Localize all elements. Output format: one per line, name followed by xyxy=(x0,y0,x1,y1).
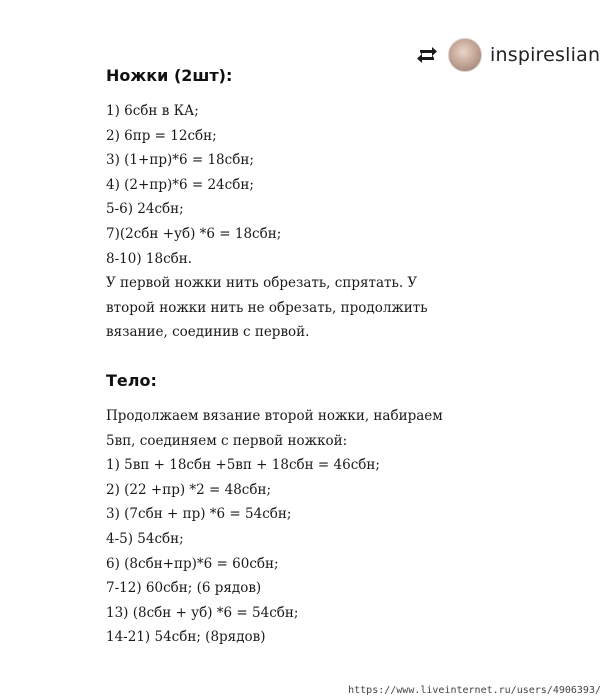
watermark-url: https://www.liveinternet.ru/users/4906393/ xyxy=(348,685,601,696)
body-row: 13) (8сбн + уб) *6 = 54сбн; xyxy=(106,604,299,621)
body-row: 2) (22 +пр) *2 = 48сбн; xyxy=(106,481,272,498)
body-heading: Тело: xyxy=(106,370,157,390)
legs-row: 7)(2сбн +уб) *6 = 18сбн; xyxy=(106,225,282,242)
body-row: 3) (7сбн + пр) *6 = 54сбн; xyxy=(106,506,292,523)
pattern-text xyxy=(106,64,586,650)
legs-row: 5-6) 24сбн; xyxy=(106,201,184,218)
legs-note xyxy=(106,271,586,345)
body-intro xyxy=(106,404,586,453)
body-rows xyxy=(106,453,586,650)
legs-note-line: У первой ножки нить обрезать, спрятать. У xyxy=(106,275,418,292)
body-row: 1) 5вп + 18сбн +5вп + 18сбн = 46сбн; xyxy=(106,457,380,474)
legs-note-line: вязание, соединив с первой. xyxy=(106,324,310,341)
legs-row: 3) (1+пр)*6 = 18сбн; xyxy=(106,152,254,169)
body-intro-line: Продолжаем вязание второй ножки, набираем xyxy=(106,407,443,424)
legs-heading: Ножки (2шт): xyxy=(106,66,233,85)
legs-row: 1) 6сбн в КА; xyxy=(106,103,199,119)
body-row: 7-12) 60сбн; (6 рядов) xyxy=(106,580,262,597)
body-row: 14-21) 54сбн; (8рядов) xyxy=(106,629,266,646)
legs-row: 2) 6пр = 12сбн; xyxy=(106,127,217,144)
legs-row: 8-10) 18сбн. xyxy=(106,250,193,267)
legs-row: 4) (2+пр)*6 = 24сбн; xyxy=(106,176,254,193)
legs-note-line: второй ножки нить не обрезать, продолжить xyxy=(106,299,428,316)
body-row: 4-5) 54сбн; xyxy=(106,530,184,547)
legs-rows xyxy=(106,99,586,271)
username[interactable]: inspireslian xyxy=(490,44,601,66)
body-intro-line: 5вп, соединяем с первой ножкой: xyxy=(106,432,348,449)
body-row: 6) (8сбн+пр)*6 = 60сбн; xyxy=(106,555,279,572)
